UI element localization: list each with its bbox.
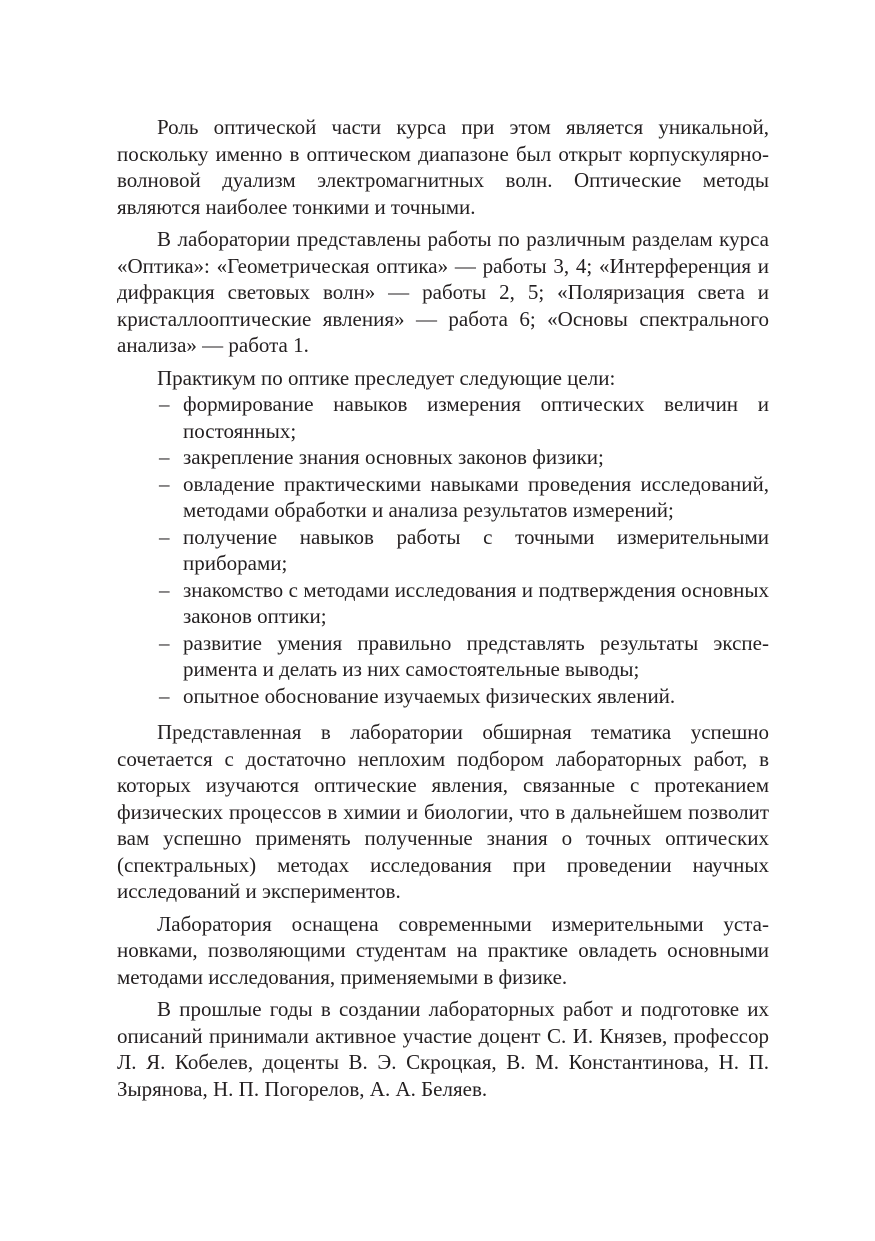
paragraph-contributors: В прошлые годы в создании лабораторных работ и подготовке их описаний принимали активное участие доцент С. И. Князев, профессор Л. Я. Кобелев, доценты В. Э. Скроцкая, В. М. Константинова, Н. П. Зырянова, Н. П. Погорелов, А. А. Беляев.	[117, 997, 769, 1101]
list-item-text: знакомство с методами исследования и подтверждения основных законов оптики;	[183, 577, 769, 628]
list-item	[117, 524, 769, 577]
list-item	[117, 391, 769, 444]
list-marker: –	[159, 577, 170, 602]
list-item-text: закрепление знания основных законов физики;	[183, 445, 604, 469]
list-item	[117, 630, 769, 683]
list-marker: –	[159, 630, 170, 655]
list-item-text: формирование навыков измерения оптических величин и постоянных;	[183, 392, 769, 443]
list-item	[117, 471, 769, 524]
paragraph-optics-role: Роль оптической части курса при этом является уникальной, поскольку именно в оптическом диапазоне был открыт корпускулярно-волновой дуализм электромагнитных волн. Оптические методы являются наиболее тонкими и точными.	[117, 115, 769, 219]
page-text	[117, 114, 769, 1102]
list-item	[117, 683, 769, 710]
list-marker: –	[159, 683, 170, 708]
goals-list	[117, 391, 769, 709]
paragraph-topics: Представленная в лаборатории обширная тематика успешно сочетается с достаточно неплохим подбором лабораторных работ, в которых изучаются оптические явления, связанные с протеканием физических процессов в химии и биологии, что в дальнейшем позволит вам успешно применять полученные знания о точных оптических (спектральных) методах исследования при проведении научных исследований и экспериментов.	[117, 720, 769, 903]
paragraph-goals-intro: Практикум по оптике преследует следующие цели:	[157, 365, 616, 390]
list-item-text: получение навыков работы с точными измерительными приборами;	[183, 524, 769, 575]
list-item-text: развитие умения правильно представлять результаты эксперимента и делать из них самостоятельные выводы;	[183, 630, 769, 681]
paragraph-lab-works: В лаборатории представлены работы по различным разделам курса «Оптика»: «Геометрическая оптика» — работы 3, 4; «Интерференция и дифракция световых волн» — работы 2, 5; «Поляризация света и кристаллооптические явления» — работа 6; «Основы спектрального анализа» — работа 1.	[117, 227, 769, 357]
list-item	[117, 577, 769, 630]
paragraph-equipment: Лаборатория оснащена современными измерительными установками, позволяющими студентам на практике овладеть основными методами исследования, применяемыми в физике.	[117, 911, 769, 989]
list-marker: –	[159, 524, 170, 549]
list-marker: –	[159, 471, 170, 496]
list-item-text: овладение практическими навыками проведения исследований, методами обработки и анализа результатов измерений;	[183, 471, 769, 522]
list-item	[117, 444, 769, 471]
list-marker: –	[159, 445, 170, 469]
list-marker: –	[159, 392, 170, 416]
list-item-text: опытное обоснование изучаемых физических явлений.	[183, 683, 676, 708]
